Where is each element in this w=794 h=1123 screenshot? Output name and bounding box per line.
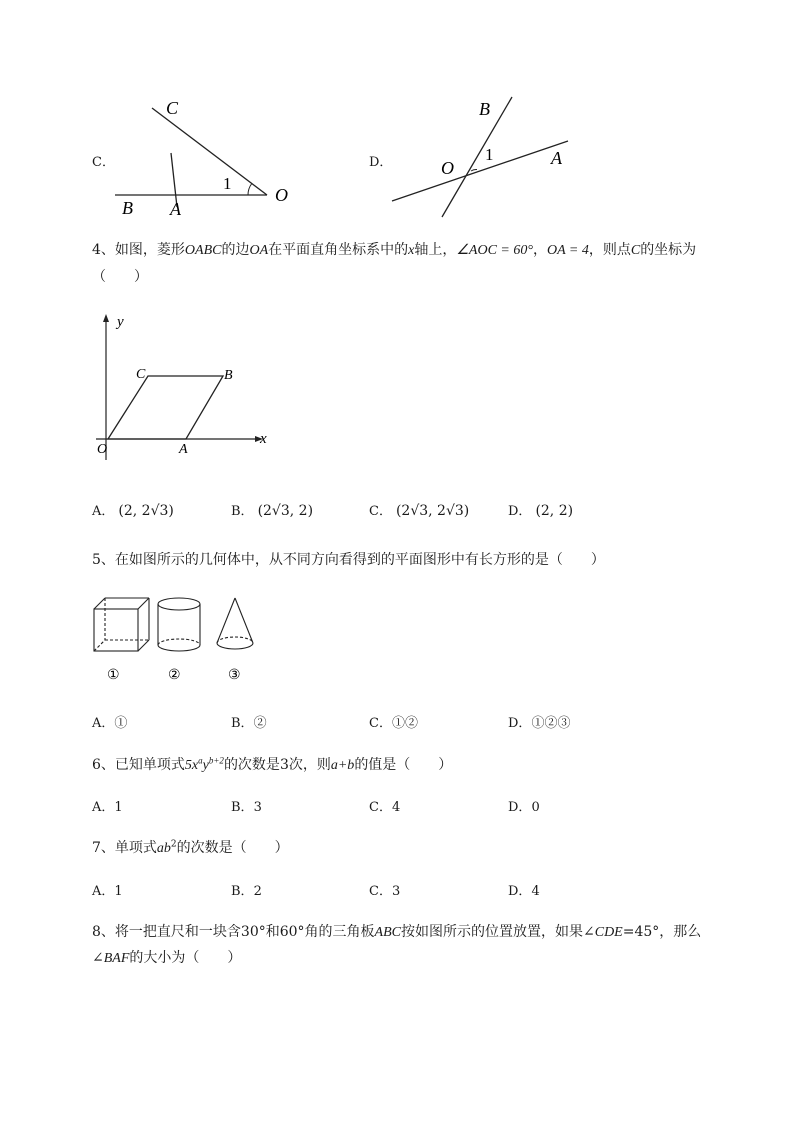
q4-option-d[interactable]: D． (2, 2) <box>508 503 574 519</box>
label-angle-1: 1 <box>485 145 494 164</box>
q3-figure-c <box>110 95 300 220</box>
q6-option-d[interactable]: D．0 <box>508 800 540 815</box>
q7-option-a[interactable]: A．1 <box>92 884 123 899</box>
ray-oc <box>152 108 267 195</box>
label-shape-2: ② <box>168 668 181 683</box>
q5-option-c[interactable]: C．①② <box>369 716 418 731</box>
cube-shape <box>94 598 149 651</box>
label-b: B <box>122 198 133 218</box>
label-o: O <box>441 158 454 178</box>
q4-figure <box>88 310 283 460</box>
label-b: B <box>479 99 490 119</box>
q5-option-d[interactable]: D．①②③ <box>508 716 571 731</box>
label-angle-1: 1 <box>223 174 232 193</box>
label-shape-3: ③ <box>228 668 241 683</box>
q6-option-a[interactable]: A．1 <box>92 800 123 815</box>
label-a: A <box>551 148 562 168</box>
q7-option-c[interactable]: C．3 <box>369 884 401 899</box>
angle-1-arc <box>471 169 477 171</box>
q6-stem: 6、已知单项式$5x^ay^{b+2}$的次数是3次，则a+b的值是（ ） <box>92 755 453 773</box>
q5-option-b[interactable]: B．② <box>231 716 267 731</box>
q5-figure <box>88 592 268 687</box>
rhombus-oabc <box>108 376 223 439</box>
q6-option-b[interactable]: B．3 <box>231 800 262 815</box>
q5-option-a[interactable]: A．① <box>92 716 128 731</box>
label-shape-1: ① <box>107 668 120 683</box>
q7-option-b[interactable]: B．2 <box>231 884 262 899</box>
line-oa <box>392 141 568 201</box>
cone-shape <box>217 598 253 649</box>
angle-1-arc <box>248 184 252 196</box>
q8-stem-line1: 8、将一把直尺和一块含30°和60°角的三角板ABC按如图所示的位置放置，如果∠CDE=45°，那么 <box>92 924 702 940</box>
label-x: x <box>260 431 267 447</box>
label-c: C <box>166 98 179 118</box>
q4-option-c[interactable]: C． (2√3, 2√3) <box>369 503 470 519</box>
cylinder-shape <box>158 598 200 651</box>
option-c-label: C． <box>92 155 115 170</box>
line-ob <box>442 97 512 217</box>
q6-option-c[interactable]: C．4 <box>369 800 401 815</box>
q7-option-d[interactable]: D．4 <box>508 884 540 899</box>
q4-option-b[interactable]: B． (2√3, 2) <box>231 503 314 519</box>
label-b: B <box>224 368 233 383</box>
label-o: O <box>275 185 288 205</box>
q5-stem: 5、在如图所示的几何体中，从不同方向看得到的平面图形中有长方形的是（ ） <box>92 552 605 568</box>
q4-stem-line1: 4、如图，菱形OABC的边OA在平面直角坐标系中的x轴上，∠AOC = 60°，OA = 4，则点C的坐标为 <box>92 242 697 258</box>
label-y: y <box>117 314 124 330</box>
q4-stem-line2: （ ） <box>92 269 148 285</box>
label-a: A <box>170 199 181 219</box>
y-axis-arrow <box>103 314 109 322</box>
q4-option-a[interactable]: A． (2, 2√3) <box>92 503 174 519</box>
q7-stem: 7、单项式$ab^2$的次数是（ ） <box>92 839 289 856</box>
q3-figure-d <box>385 92 585 222</box>
label-o: O <box>97 442 108 457</box>
label-a: A <box>179 442 188 457</box>
option-d-label: D． <box>369 155 393 170</box>
label-c: C <box>136 367 146 382</box>
q8-stem-line2: ∠BAF的大小为（ ） <box>92 950 242 966</box>
